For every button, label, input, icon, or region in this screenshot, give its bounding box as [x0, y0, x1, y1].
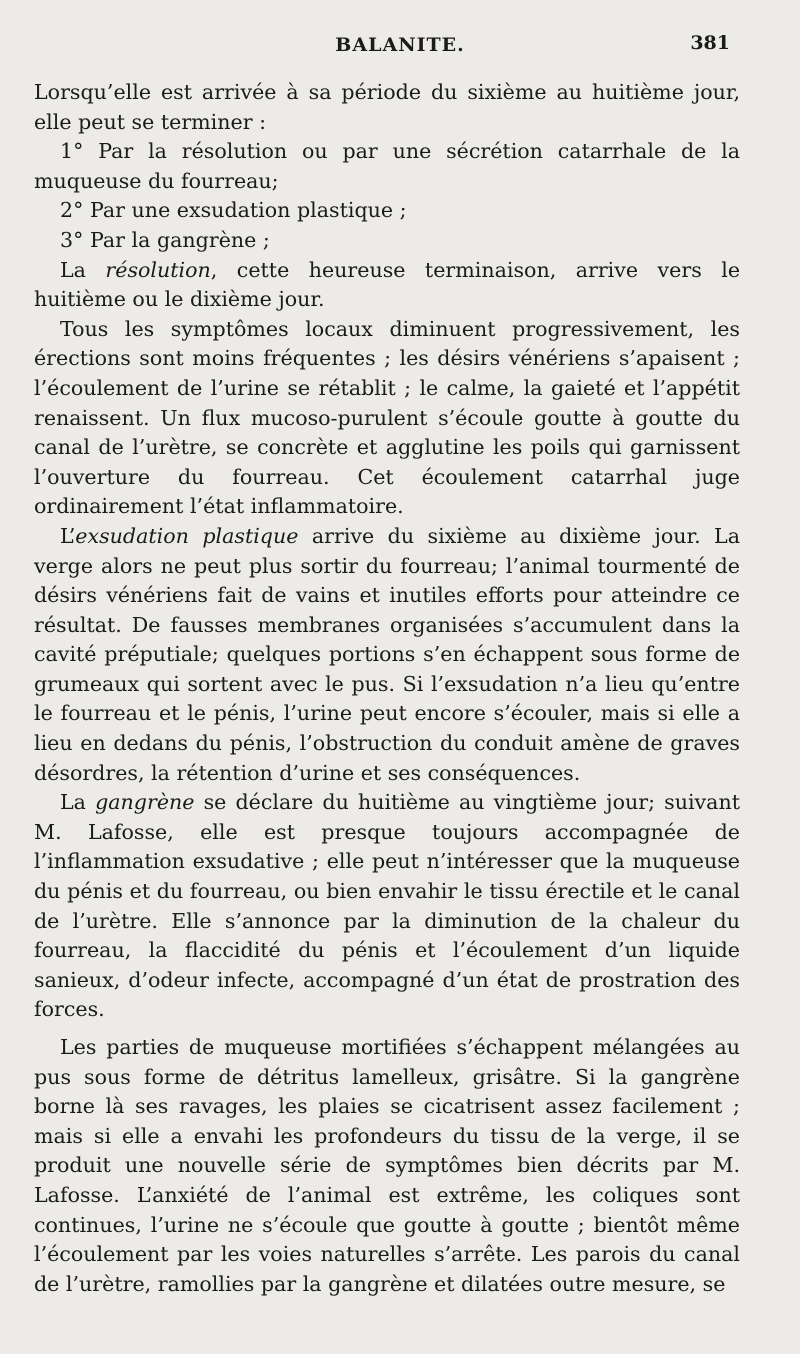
term-exsudation: exsudation plastique	[75, 523, 299, 548]
paragraph-exsudation	[34, 522, 740, 788]
paragraph-gangrene	[34, 788, 740, 1025]
exsudation-lead: L’	[60, 523, 76, 548]
paragraph-intro: Lorsqu’elle est arrivée à sa période du sixième au huitième jour, elle peut se terminer :	[34, 80, 740, 134]
page-header	[0, 34, 800, 64]
term-resolution: résolution	[105, 257, 211, 282]
body-text	[34, 78, 740, 1299]
exsudation-text: arrive du sixième au dixième jour. La verge alors ne peut plus sortir du fourreau; l’animal tourmenté de désirs vénériens fait de vains et inutiles efforts pour atteindre ce résultat. De fausses membranes organisées s’accumulent dans la cavité préputiale; quelques portions s’en échappent sous forme de grumeaux qui sortent avec le pus. Si l’exsudation n’a lieu qu’entre le fourreau et le pénis, l’urine peut encore s’écouler, mais si elle a lieu en dedans du pénis, l’obstruction du conduit amène de graves désordres, la rétention d’urine et ses conséquences.	[34, 523, 740, 785]
paragraph-resolution	[34, 256, 740, 315]
paragraph-symptoms: Tous les symptômes locaux diminuent progressivement, les érections sont moins fréquentes ; les désirs vénériens s’apaisent ; l’écoulement de l’urine se rétablit ; le calme, la gaieté et l’appétit renaissent. Un flux mucoso-purulent s’écoule goutte à goutte du canal de l’urètre, se concrète et agglutine les poils qui garnissent l’ouverture du fourreau. Cet écoulement catarrhal juge ordinairement l’état inflammatoire.	[34, 316, 740, 519]
resolution-text: , cette heureuse terminaison, arrive vers le huitième ou le dixième jour.	[34, 257, 741, 312]
gangrene-lead: La	[60, 790, 96, 815]
paragraph-mortified: Les parties de muqueuse mortifiées s’échappent mélangées au pus sous forme de détritus lamelleux, grisâtre. Si la gangrène borne là ses ravages, les plaies se cicatrisent assez facilement ; mais si elle a envahi les profondeurs du tissu de la verge, il se produit une nouvelle série de symptômes bien décrits par M. Lafosse. L’anxiété de l’animal est extrême, les coliques sont continues, l’urine ne s’écoule que goutte à goutte ; bientôt même l’écoulement par les voies naturelles s’arrête. Les parois du canal de l’urètre, ramollies par la gangrène et dilatées outre mesure, se	[34, 1035, 740, 1296]
term-gangrene: gangrène	[95, 790, 195, 815]
list-item-resolution: 1° Par la résolution ou par une sécrétion catarrhale de la muqueuse du fourreau;	[34, 139, 740, 193]
page-number: 381	[690, 32, 730, 54]
resolution-lead: La	[60, 257, 106, 282]
gangrene-text: se déclare du huitième au vingtième jour; suivant M. Lafosse, elle est presque toujours accompagnée de l’inflammation exsudative ; elle peut n’intéresser que la muqueuse du pénis et du fourreau, ou bien envahir le tissu érectile et le canal de l’urètre. Elle s’annonce par la diminution de la chaleur du fourreau, la flaccidité du pénis et l’écoulement d’un liquide sanieux, d’odeur infecte, accompagné d’un état de prostration des forces.	[34, 790, 740, 1022]
list-item-gangrene: 3° Par la gangrène ;	[60, 227, 270, 252]
list-item-exsudation: 2° Par une exsudation plastique ;	[60, 198, 407, 223]
running-title: BALANITE.	[335, 34, 465, 56]
